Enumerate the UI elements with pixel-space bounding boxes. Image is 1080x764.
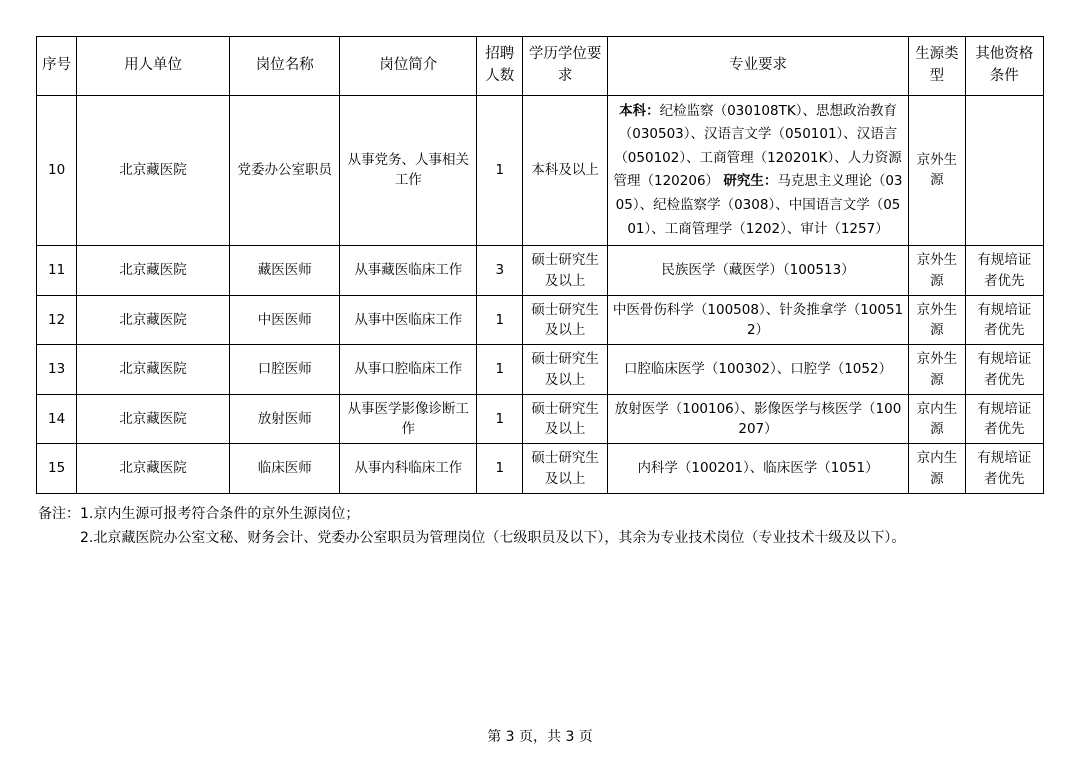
cell-education: 本科及以上 xyxy=(523,95,607,246)
cell-count: 1 xyxy=(477,95,523,246)
table-row xyxy=(37,95,1044,246)
cell-education: 硕士研究生及以上 xyxy=(523,394,607,444)
cell-desc: 从事口腔临床工作 xyxy=(340,345,477,395)
cell-post: 藏医医师 xyxy=(229,246,340,296)
cell-post: 中医医师 xyxy=(229,295,340,345)
cell-post: 党委办公室职员 xyxy=(229,95,340,246)
cell-other: 有规培证者优先 xyxy=(965,394,1043,444)
major-label-undergrad: 本科： xyxy=(619,102,660,119)
major-text-grad: 马克思主义理论（0305）、纪检监察学（0308）、中国语言文学（0501）、工商管理学（1202）、审计（1257） xyxy=(615,173,903,237)
table-row xyxy=(37,394,1044,444)
cell-major: 内科学（100201）、临床医学（1051） xyxy=(607,444,908,494)
cell-other: 有规培证者优先 xyxy=(965,345,1043,395)
cell-desc: 从事藏医临床工作 xyxy=(340,246,477,296)
note-item xyxy=(80,526,1044,551)
header-post: 岗位名称 xyxy=(229,37,340,96)
note-text: 京内生源可报考符合条件的京外生源岗位； xyxy=(93,505,360,522)
header-source: 生源类型 xyxy=(909,37,965,96)
cell-education: 硕士研究生及以上 xyxy=(523,444,607,494)
cell-count: 1 xyxy=(477,444,523,494)
note-number: 2. xyxy=(80,530,94,547)
cell-unit: 北京藏医院 xyxy=(77,345,230,395)
cell-no: 13 xyxy=(37,345,77,395)
cell-source: 京内生源 xyxy=(909,394,965,444)
cell-no: 10 xyxy=(37,95,77,246)
cell-no: 15 xyxy=(37,444,77,494)
cell-desc: 从事党务、人事相关工作 xyxy=(340,95,477,246)
cell-count: 1 xyxy=(477,295,523,345)
note-text: 北京藏医院办公室文秘、财务会计、党委办公室职员为管理岗位（七级职员及以下），其余为专业技术岗位（专业技术十级及以下）。 xyxy=(93,530,906,547)
cell-major: 中医骨伤科学（100508）、针灸推拿学（100512） xyxy=(607,295,908,345)
cell-desc: 从事中医临床工作 xyxy=(340,295,477,345)
header-no: 序号 xyxy=(37,37,77,96)
cell-other xyxy=(965,95,1043,246)
cell-count: 3 xyxy=(477,246,523,296)
cell-unit: 北京藏医院 xyxy=(77,444,230,494)
cell-no: 11 xyxy=(37,246,77,296)
cell-source: 京外生源 xyxy=(909,345,965,395)
note-number: 1. xyxy=(80,505,94,522)
table-row xyxy=(37,345,1044,395)
header-other: 其他资格条件 xyxy=(965,37,1043,96)
cell-education: 硕士研究生及以上 xyxy=(523,246,607,296)
page-footer: 第 3 页，共 3 页 xyxy=(487,729,593,745)
note-item xyxy=(80,502,1044,527)
notes-label: 备注： xyxy=(38,505,80,522)
notes-section xyxy=(36,502,1044,551)
cell-major: 放射医学（100106）、影像医学与核医学（100207） xyxy=(607,394,908,444)
cell-unit: 北京藏医院 xyxy=(77,394,230,444)
cell-post: 临床医师 xyxy=(229,444,340,494)
cell-other: 有规培证者优先 xyxy=(965,246,1043,296)
cell-source: 京外生源 xyxy=(909,95,965,246)
header-desc: 岗位简介 xyxy=(340,37,477,96)
cell-source: 京外生源 xyxy=(909,295,965,345)
major-label-grad: 研究生： xyxy=(723,173,778,190)
cell-unit: 北京藏医院 xyxy=(77,246,230,296)
major-text-undergrad: 纪检监察（030108TK）、思想政治教育（030503）、汉语言文学（050101）、汉语言（050102）、工商管理（120201K）、人力资源管理（120206） xyxy=(613,102,902,190)
header-unit: 用人单位 xyxy=(77,37,230,96)
cell-source: 京外生源 xyxy=(909,246,965,296)
cell-education: 硕士研究生及以上 xyxy=(523,345,607,395)
cell-major xyxy=(607,95,908,246)
cell-desc: 从事内科临床工作 xyxy=(340,444,477,494)
cell-post: 口腔医师 xyxy=(229,345,340,395)
recruitment-table xyxy=(36,36,1044,494)
cell-count: 1 xyxy=(477,345,523,395)
header-count: 招聘人数 xyxy=(477,37,523,96)
table-row xyxy=(37,295,1044,345)
cell-other: 有规培证者优先 xyxy=(965,295,1043,345)
header-education: 学历学位要求 xyxy=(523,37,607,96)
cell-major: 民族医学（藏医学）（100513） xyxy=(607,246,908,296)
cell-education: 硕士研究生及以上 xyxy=(523,295,607,345)
cell-unit: 北京藏医院 xyxy=(77,95,230,246)
table-row xyxy=(37,444,1044,494)
cell-desc: 从事医学影像诊断工作 xyxy=(340,394,477,444)
cell-major: 口腔临床医学（100302）、口腔学（1052） xyxy=(607,345,908,395)
table-row xyxy=(37,246,1044,296)
cell-post: 放射医师 xyxy=(229,394,340,444)
header-major: 专业要求 xyxy=(607,37,908,96)
cell-no: 14 xyxy=(37,394,77,444)
cell-other: 有规培证者优先 xyxy=(965,444,1043,494)
cell-no: 12 xyxy=(37,295,77,345)
table-header-row xyxy=(37,37,1044,96)
cell-unit: 北京藏医院 xyxy=(77,295,230,345)
cell-count: 1 xyxy=(477,394,523,444)
cell-source: 京内生源 xyxy=(909,444,965,494)
